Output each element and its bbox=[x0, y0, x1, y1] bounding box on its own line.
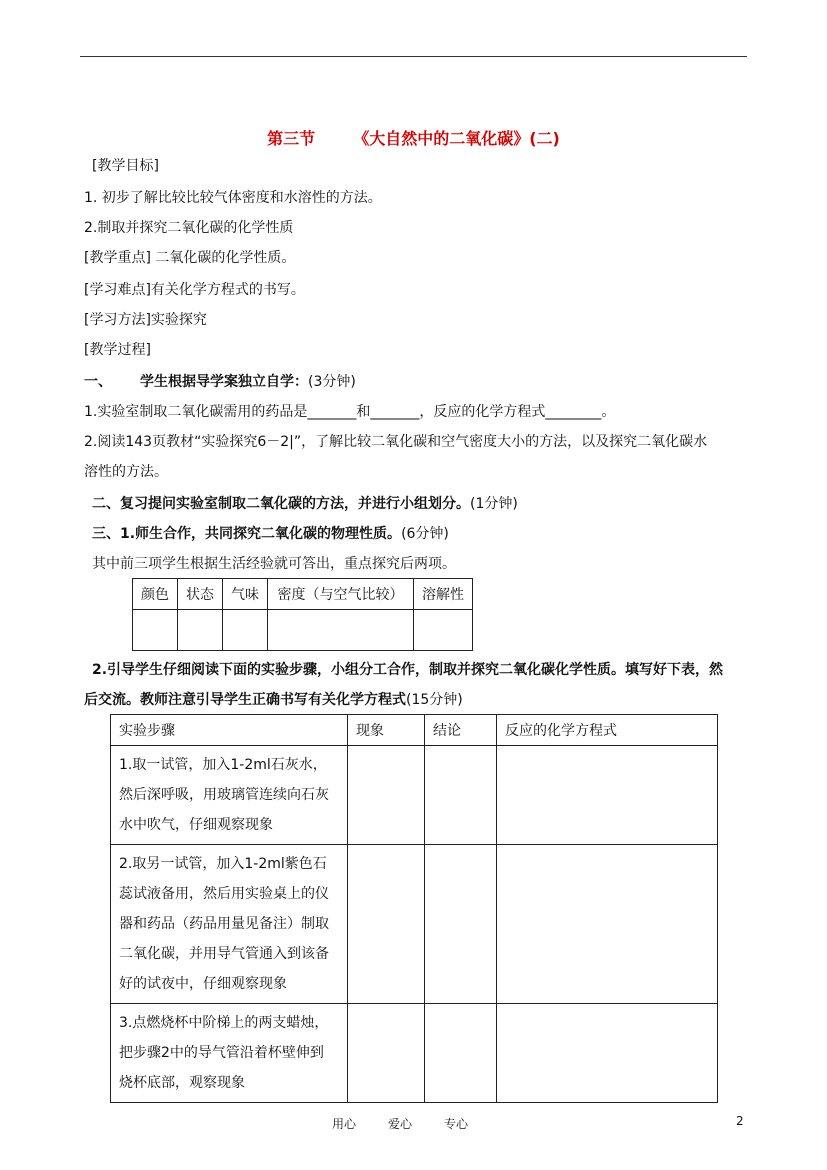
header-solubility: 溶解性 bbox=[414, 579, 473, 610]
answer-cell[interactable] bbox=[425, 845, 497, 1004]
question-2-line-1: 2.阅读143页教材“实验探究6－2|”，了解比较二氧化碳和空气密度大小的方法，以及探究二氧化碳水 bbox=[84, 434, 708, 450]
answer-cell[interactable] bbox=[223, 610, 268, 651]
answer-cell[interactable] bbox=[425, 746, 497, 845]
step-3-line: 3.点燃烧杯中阶梯上的两支蜡烛， bbox=[119, 1015, 329, 1031]
header-conclusion: 结论 bbox=[425, 715, 497, 746]
header-equation: 反应的化学方程式 bbox=[497, 715, 718, 746]
section-2-heading bbox=[92, 494, 518, 514]
key-point: [教学重点] 二氧化碳的化学性质。 bbox=[84, 250, 296, 266]
answer-cell[interactable] bbox=[178, 610, 223, 651]
chemical-properties-table bbox=[110, 714, 718, 1103]
step-2-line: 蕊试液备用，然后用实验桌上的仪 bbox=[119, 886, 329, 902]
answer-cell[interactable] bbox=[268, 610, 414, 651]
method: [学习方法]实验探究 bbox=[84, 312, 207, 328]
step-1-line: 水中吹气，仔细观察现象 bbox=[119, 817, 273, 833]
header-density: 密度（与空气比较） bbox=[268, 579, 414, 610]
answer-cell[interactable] bbox=[425, 1004, 497, 1103]
header-state: 状态 bbox=[178, 579, 223, 610]
answer-cell[interactable] bbox=[497, 1004, 718, 1103]
answer-cell[interactable] bbox=[348, 1004, 425, 1103]
table-row bbox=[111, 746, 718, 845]
answer-cell[interactable] bbox=[348, 845, 425, 1004]
page-title bbox=[0, 126, 827, 149]
step-2-line: 二氧化碳，并用导气管通入到该备 bbox=[119, 946, 329, 962]
step-3-line: 把步骤2中的导气管沿着杯壁伸到 bbox=[119, 1045, 324, 1061]
answer-cell[interactable] bbox=[133, 610, 178, 651]
table-row bbox=[111, 1004, 718, 1103]
answer-cell[interactable] bbox=[497, 746, 718, 845]
section-3-2-line-2 bbox=[84, 690, 463, 710]
section-3-title: 三、1.师生合作，共同探究二氧化碳的物理性质。 bbox=[92, 526, 402, 542]
process-heading: [教学过程] bbox=[84, 342, 151, 358]
footer-word-1: 用心 bbox=[332, 1117, 357, 1131]
question-2-line-2: 溶性的方法。 bbox=[84, 464, 168, 480]
table-row bbox=[133, 610, 473, 651]
step-2-line: 好的试夜中，仔细观察现象 bbox=[119, 976, 287, 992]
section-1-heading bbox=[84, 372, 356, 392]
footer-word-3: 专心 bbox=[444, 1117, 469, 1131]
step-1-line: 1.取一试管，加入1-2ml石灰水， bbox=[119, 757, 327, 773]
header-color: 颜色 bbox=[133, 579, 178, 610]
step-1-cell bbox=[111, 746, 348, 845]
footer-word-2: 爱心 bbox=[388, 1117, 413, 1131]
answer-cell[interactable] bbox=[348, 746, 425, 845]
answer-cell[interactable] bbox=[414, 610, 473, 651]
goal-heading: [教学目标] bbox=[92, 158, 159, 174]
question-1: 1.实验室制取二氧化碳需用的药品是_______和_______，反应的化学方程式________。 bbox=[84, 404, 616, 420]
section-3-heading bbox=[92, 524, 449, 544]
physical-properties-table bbox=[132, 578, 473, 651]
header-odor: 气味 bbox=[223, 579, 268, 610]
step-3-cell bbox=[111, 1004, 348, 1103]
section-1-title: 学生根据导学案独立自学： bbox=[140, 374, 308, 390]
table-row bbox=[111, 845, 718, 1004]
page-number: 2 bbox=[736, 1114, 744, 1128]
difficulty: [学习难点]有关化学方程式的书写。 bbox=[84, 282, 305, 298]
header-phenomenon: 现象 bbox=[348, 715, 425, 746]
table-header-row bbox=[133, 579, 473, 610]
section-3-2-time: (15分钟) bbox=[406, 692, 463, 708]
answer-cell[interactable] bbox=[497, 845, 718, 1004]
section-3-time: (6分钟) bbox=[401, 526, 449, 542]
section-3-2-text: 后交流。教师注意引导学生正确书写有关化学方程式 bbox=[84, 692, 406, 708]
section-3-2-line-1: 2.引导学生仔细阅读下面的实验步骤，小组分工合作，制取并探究二氧化碳化学性质。填写好下表，然 bbox=[92, 662, 724, 678]
step-1-line: 然后深呼吸，用玻璃管连续向石灰 bbox=[119, 787, 329, 803]
step-2-line: 2.取另一试管，加入1-2ml紫色石 bbox=[119, 856, 327, 872]
goal-1: 1. 初步了解比较比较气体密度和水溶性的方法。 bbox=[84, 190, 382, 206]
section-3-note: 其中前三项学生根据生活经验就可答出，重点探究后两项。 bbox=[92, 556, 456, 572]
step-2-line: 器和药品（药品用量见备注）制取 bbox=[119, 916, 329, 932]
section-2-title: 二、复习提问实验室制取二氧化碳的方法，并进行小组划分。 bbox=[92, 496, 470, 512]
goal-2: 2.制取并探究二氧化碳的化学性质 bbox=[84, 220, 294, 236]
step-2-cell bbox=[111, 845, 348, 1004]
title-name: 《大自然中的二氧化碳》(二) bbox=[353, 129, 560, 148]
title-section: 第三节 bbox=[267, 129, 316, 148]
table-header-row bbox=[111, 715, 718, 746]
header-steps: 实验步骤 bbox=[111, 715, 348, 746]
header-rule bbox=[80, 56, 747, 57]
section-1-time: (3分钟) bbox=[308, 374, 356, 390]
step-3-line: 烧杯底部，观察现象 bbox=[119, 1075, 245, 1091]
section-2-time: (1分钟) bbox=[470, 496, 518, 512]
section-1-number: 一、 bbox=[84, 374, 112, 390]
